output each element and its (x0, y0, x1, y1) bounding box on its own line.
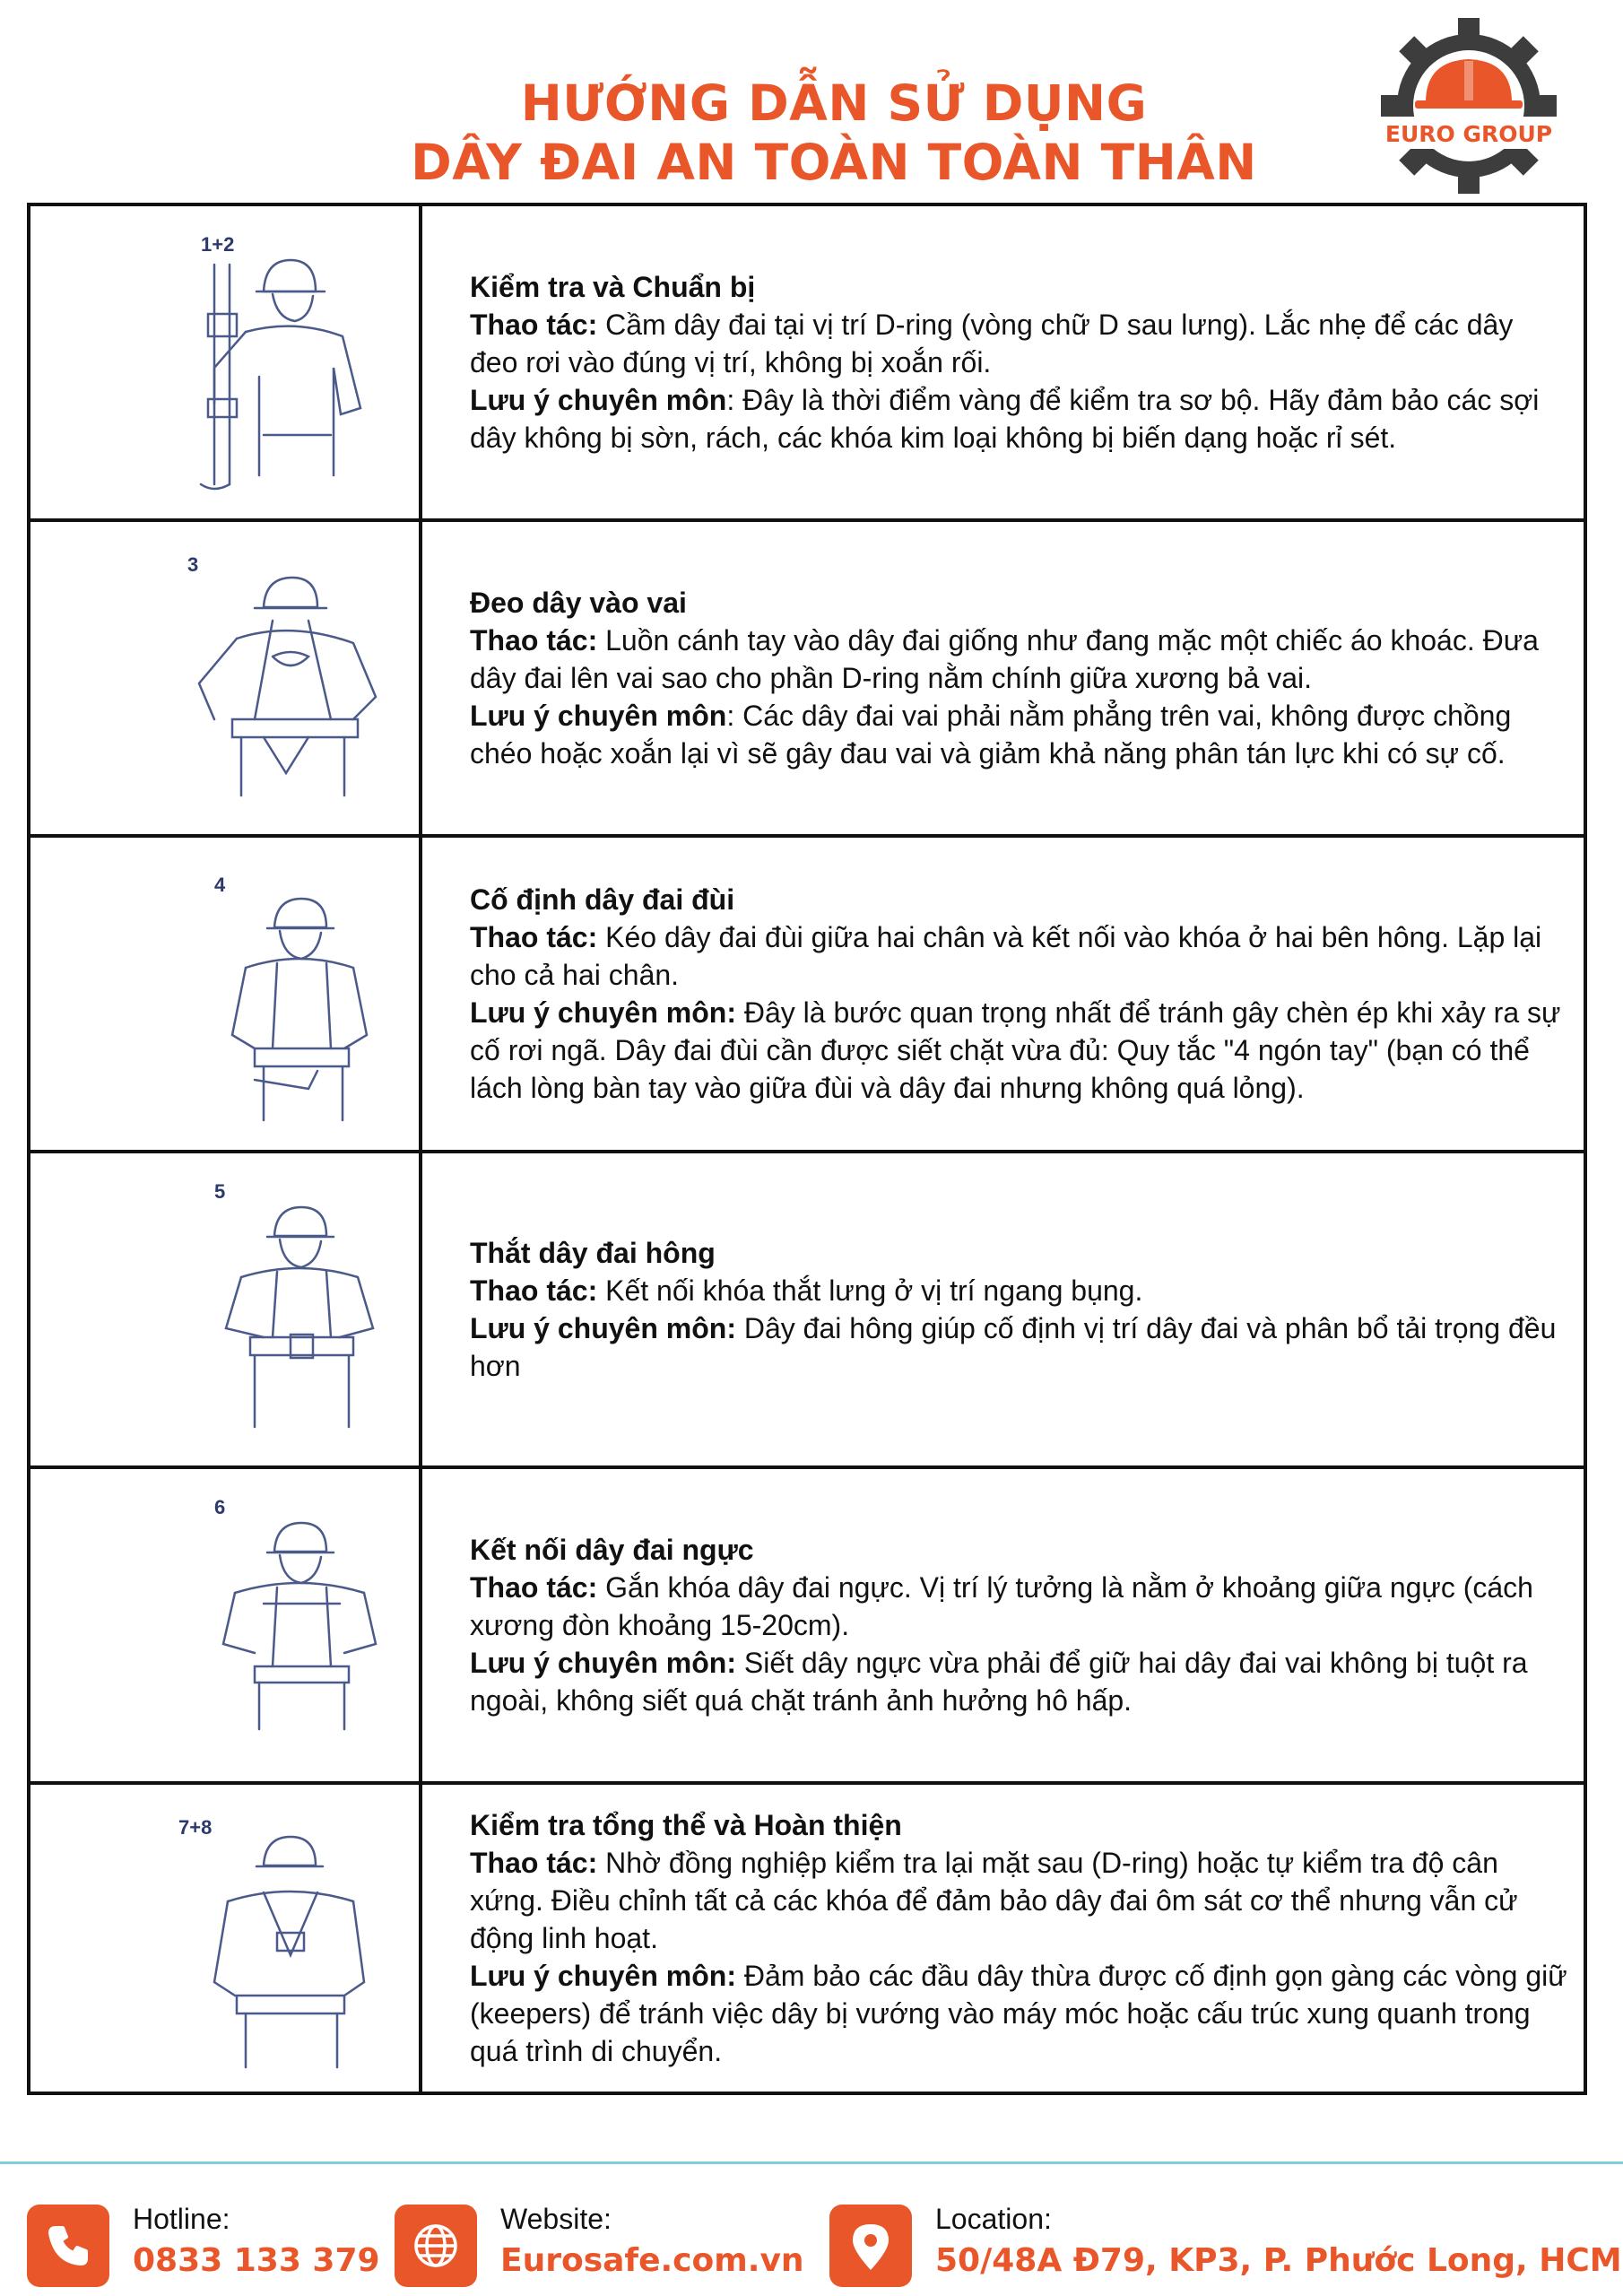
svg-text:3: 3 (187, 553, 199, 576)
worker-illustration-icon (129, 1171, 416, 1449)
step-text (470, 1153, 1568, 1465)
worker-illustration-icon (129, 224, 416, 502)
action-text: Cầm dây đai tại vị trí D-ring (vòng chữ D sau lưng). Lắc nhẹ để các dây đeo rơi vào đúng vị trí, không bị xoắn rối. (470, 309, 1514, 378)
worker-illustration-icon (129, 540, 416, 818)
step-heading: Kiểm tra tổng thể và Hoàn thiện (470, 1809, 902, 1841)
action-label: Thao tác: (470, 1847, 598, 1879)
hotline-number[interactable]: 0833 133 379 (133, 2242, 380, 2279)
page-footer (0, 2164, 1623, 2296)
hotline-block (27, 2196, 386, 2294)
step-action (470, 1569, 1568, 1644)
website-link[interactable]: Eurosafe.com.vn (500, 2242, 804, 2279)
action-text: Kết nối khóa thắt lưng ở vị trí ngang bụng. (597, 1274, 1143, 1307)
note-label: Lưu ý chuyên môn (470, 384, 727, 416)
note-label: Lưu ý chuyên môn (470, 700, 727, 732)
note-text: : Đây là thời điểm vàng để kiểm tra sơ bộ. Hãy đảm bảo các sợi dây không bị sờn, rách, các khóa kim loại không bị biến dạng hoặc rỉ sét. (470, 384, 1540, 454)
action-label: Thao tác: (470, 1571, 598, 1604)
step-heading: Đeo dây vào vai (470, 587, 687, 619)
step-heading: Thắt dây đai hông (470, 1237, 716, 1269)
step-text (470, 206, 1568, 518)
note-label: Lưu ý chuyên môn: (470, 996, 736, 1029)
note-text: Dây đai hông giúp cố định vị trí dây đai và phân bổ tải trọng đều hơn (470, 1312, 1557, 1382)
step-action (470, 918, 1568, 994)
logo-text: EURO GROUP (1384, 121, 1553, 147)
step-action (470, 622, 1568, 697)
note-text: Đảm bảo các đầu dây thừa được cố định gọn gàng các vòng giữ (keepers) để tránh việc dây bị vướng vào máy móc hoặc cấu trúc xung quanh trong quá trình di chuyển. (470, 1960, 1567, 2067)
location-block (829, 2196, 1622, 2294)
step-text (470, 522, 1568, 834)
note-text: Đây là bước quan trọng nhất để tránh gây chèn ép khi xảy ra sự cố rơi ngã. Dây đai đùi cần được siết chặt vừa đủ: Quy tắc "4 ngón tay" (bạn có thể lách lòng bàn tay vào giữa đùi và dây đai nhưng không quá lỏng). (470, 996, 1561, 1104)
note-label: Lưu ý chuyên môn: (470, 1960, 736, 1992)
action-text: Nhờ đồng nghiệp kiểm tra lại mặt sau (D-ring) hoặc tự kiểm tra độ cân xứng. Điều chỉnh tất cả các khóa để đảm bảo dây đai ôm sát cơ thể nhưng vẫn cử động linh hoạt. (470, 1847, 1518, 1954)
step-note (470, 994, 1568, 1107)
step-action (470, 306, 1568, 381)
title-line-2: DÂY ĐAI AN TOÀN TOÀN THÂN (411, 134, 1257, 191)
step-row-6 (30, 1785, 1584, 2092)
step-heading: Cố định dây đai đùi (470, 883, 735, 916)
step-note (470, 1309, 1568, 1385)
action-text: Luồn cánh tay vào dây đai giống như đang mặc một chiếc áo khoác. Đưa dây đai lên vai sao cho phần D-ring nằm chính giữa xương bả vai. (470, 624, 1539, 694)
action-text: Kéo dây đai đùi giữa hai chân và kết nối vào khóa ở hai bên hông. Lặp lại cho cả hai chân. (470, 921, 1542, 991)
step-illustration (30, 522, 422, 834)
website-block (395, 2196, 804, 2294)
step-action (470, 1844, 1568, 1957)
action-text: Gắn khóa dây đai ngực. Vị trí lý tưởng là nằm ở khoảng giữa ngực (cách xương đòn khoảng 15-20cm). (470, 1571, 1533, 1641)
svg-text:7+8: 7+8 (178, 1816, 213, 1839)
title-line-1: HƯỚNG DẪN SỬ DỤNG (520, 74, 1148, 132)
step-row-3 (30, 838, 1584, 1153)
step-text (470, 838, 1568, 1150)
svg-text:4: 4 (214, 874, 226, 896)
step-note (470, 1957, 1568, 2070)
hotline-label: Hotline: (133, 2203, 230, 2235)
step-text (470, 1469, 1568, 1781)
globe-icon (395, 2205, 477, 2287)
worker-illustration-icon (129, 1487, 416, 1765)
action-label: Thao tác: (470, 921, 598, 953)
action-label: Thao tác: (470, 309, 598, 341)
step-heading: Kết nối dây đai ngực (470, 1534, 754, 1566)
location-address[interactable]: 50/48A Đ79, KP3, P. Phước Long, HCM (935, 2242, 1622, 2279)
worker-illustration-icon (129, 1803, 416, 2081)
step-heading: Kiểm tra và Chuẩn bị (470, 271, 756, 303)
page-title (296, 74, 1372, 192)
map-pin-icon (829, 2205, 912, 2287)
step-illustration (30, 1469, 422, 1781)
svg-text:6: 6 (214, 1496, 226, 1518)
step-note (470, 697, 1568, 772)
location-label: Location: (935, 2203, 1052, 2235)
website-label: Website: (500, 2203, 612, 2235)
action-label: Thao tác: (470, 624, 598, 657)
page-header (0, 0, 1623, 202)
euro-group-logo (1379, 16, 1558, 196)
step-row-2 (30, 522, 1584, 838)
note-text: : Các dây đai vai phải nằm phẳng trên vai, không được chồng chéo hoặc xoắn lại vì sẽ gây đau vai và giảm khả năng phân tán lực khi có sự cố. (470, 700, 1512, 770)
phone-icon (27, 2205, 109, 2287)
step-row-5 (30, 1469, 1584, 1785)
svg-text:1+2: 1+2 (201, 233, 235, 256)
step-illustration (30, 206, 422, 518)
svg-text:5: 5 (214, 1180, 226, 1203)
step-row-4 (30, 1153, 1584, 1469)
step-illustration (30, 1153, 422, 1465)
note-label: Lưu ý chuyên môn: (470, 1647, 736, 1679)
step-action (470, 1272, 1568, 1309)
step-note (470, 381, 1568, 457)
action-label: Thao tác: (470, 1274, 598, 1307)
guide-table (27, 203, 1587, 2095)
step-text (470, 1785, 1568, 2092)
step-note (470, 1644, 1568, 1719)
note-label: Lưu ý chuyên môn: (470, 1312, 736, 1344)
step-illustration (30, 838, 422, 1150)
worker-illustration-icon (129, 856, 416, 1134)
step-row-1 (30, 206, 1584, 522)
step-illustration (30, 1785, 422, 2092)
gear-icon (1379, 16, 1558, 196)
note-text: Siết dây ngực vừa phải để giữ hai dây đai vai không bị tuột ra ngoài, không siết quá chặt tránh ảnh hưởng hô hấp. (470, 1647, 1528, 1717)
